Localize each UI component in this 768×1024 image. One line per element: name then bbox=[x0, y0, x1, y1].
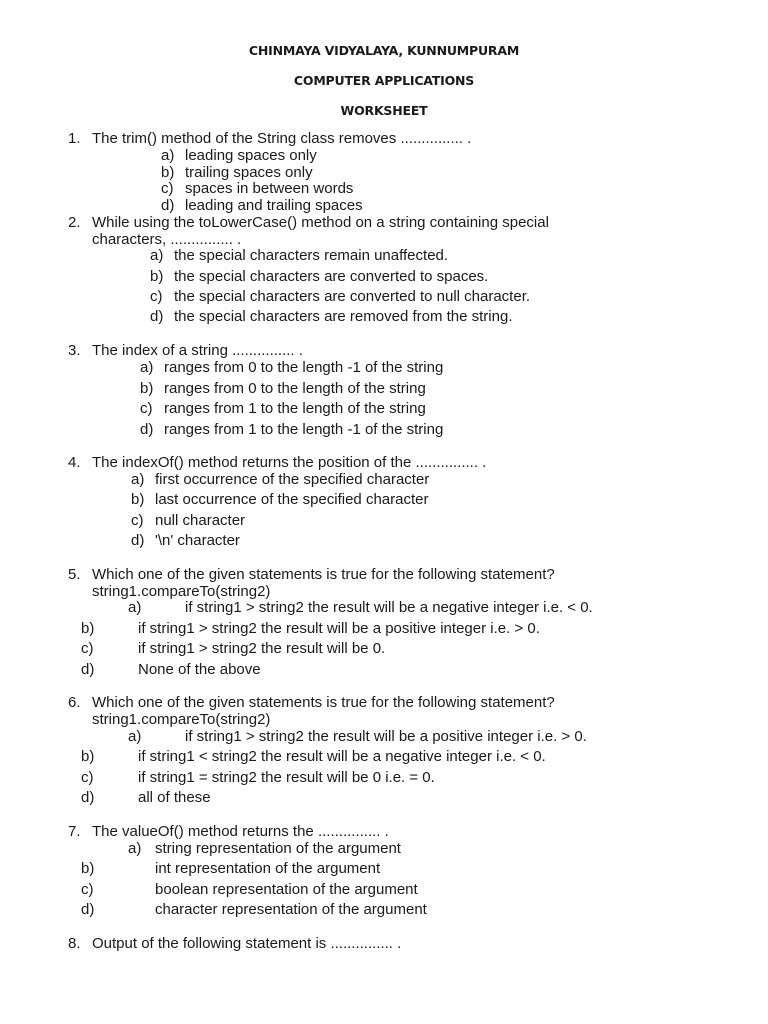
option-label: b) bbox=[81, 860, 95, 877]
option-text: ranges from 0 to the length -1 of the string bbox=[164, 359, 444, 376]
option-text: if string1 > string2 the result will be a positive integer i.e. > 0. bbox=[185, 728, 587, 745]
question-text: The indexOf() method returns the position of the ............... . bbox=[92, 454, 487, 471]
option-text: None of the above bbox=[138, 661, 261, 678]
option-label: c) bbox=[81, 640, 94, 657]
option-text: null character bbox=[155, 512, 246, 529]
option-text: first occurrence of the specified character bbox=[155, 471, 430, 488]
option-label: c) bbox=[150, 288, 163, 305]
question-number: 6. bbox=[68, 694, 81, 711]
option-label: d) bbox=[81, 901, 95, 918]
question-number: 7. bbox=[68, 823, 81, 840]
option-text: if string1 = string2 the result will be 0 i.e. = 0. bbox=[138, 769, 435, 786]
question-number: 4. bbox=[68, 454, 81, 471]
option-label: a) bbox=[128, 599, 142, 616]
option-label: d) bbox=[81, 661, 95, 678]
option-text: the special characters are converted to null character. bbox=[174, 288, 531, 305]
question-number: 2. bbox=[68, 214, 81, 231]
subject-title: COMPUTER APPLICATIONS bbox=[293, 73, 475, 88]
option-label: c) bbox=[161, 180, 174, 197]
option-text: int representation of the argument bbox=[155, 860, 381, 877]
question-text: Which one of the given statements is true for the following statement? bbox=[92, 566, 555, 583]
option-text: character representation of the argument bbox=[155, 901, 427, 918]
option-label: b) bbox=[81, 748, 95, 765]
option-text: boolean representation of the argument bbox=[155, 881, 418, 898]
option-text: last occurrence of the specified character bbox=[155, 491, 429, 508]
question-text: Output of the following statement is ............... . bbox=[92, 935, 402, 952]
school-name: CHINMAYA VIDYALAYA, KUNNUMPURAM bbox=[248, 43, 520, 58]
question-text: The trim() method of the String class removes ............... . bbox=[92, 130, 472, 147]
option-label: a) bbox=[140, 359, 154, 376]
option-text: leading and trailing spaces bbox=[185, 197, 363, 214]
option-label: c) bbox=[140, 400, 153, 417]
option-label: a) bbox=[131, 471, 145, 488]
option-text: all of these bbox=[138, 789, 211, 806]
option-label: a) bbox=[128, 840, 142, 857]
question-text: While using the toLowerCase() method on a string containing special bbox=[92, 214, 549, 231]
option-text: the special characters are removed from the string. bbox=[174, 308, 513, 325]
option-label: d) bbox=[131, 532, 145, 549]
question-text: string1.compareTo(string2) bbox=[92, 711, 271, 728]
question-text: Which one of the given statements is true for the following statement? bbox=[92, 694, 555, 711]
option-label: b) bbox=[131, 491, 145, 508]
option-label: d) bbox=[140, 421, 154, 438]
option-text: ranges from 1 to the length -1 of the string bbox=[164, 421, 444, 438]
option-text: the special characters remain unaffected. bbox=[174, 247, 449, 264]
option-text: the special characters are converted to spaces. bbox=[174, 268, 489, 285]
option-text: '\n' character bbox=[155, 532, 240, 549]
worksheet-title: WORKSHEET bbox=[340, 103, 428, 118]
option-text: trailing spaces only bbox=[185, 164, 313, 181]
option-label: b) bbox=[161, 164, 175, 181]
option-label: a) bbox=[128, 728, 142, 745]
question-text: string1.compareTo(string2) bbox=[92, 583, 271, 600]
option-label: a) bbox=[161, 147, 175, 164]
option-text: spaces in between words bbox=[185, 180, 354, 197]
option-label: d) bbox=[161, 197, 175, 214]
question-text: The index of a string ............... . bbox=[92, 342, 303, 359]
option-label: d) bbox=[150, 308, 164, 325]
option-label: b) bbox=[81, 620, 95, 637]
question-number: 5. bbox=[68, 566, 81, 583]
option-text: ranges from 1 to the length of the string bbox=[164, 400, 426, 417]
option-label: b) bbox=[140, 380, 154, 397]
option-label: a) bbox=[150, 247, 164, 264]
option-label: c) bbox=[81, 769, 94, 786]
option-text: if string1 < string2 the result will be a negative integer i.e. < 0. bbox=[138, 748, 546, 765]
question-number: 8. bbox=[68, 935, 81, 952]
option-text: if string1 > string2 the result will be 0. bbox=[138, 640, 386, 657]
option-text: string representation of the argument bbox=[155, 840, 401, 857]
option-label: d) bbox=[81, 789, 95, 806]
option-text: leading spaces only bbox=[185, 147, 317, 164]
option-text: ranges from 0 to the length of the string bbox=[164, 380, 426, 397]
option-label: c) bbox=[81, 881, 94, 898]
question-number: 3. bbox=[68, 342, 81, 359]
question-text: characters, ............... . bbox=[92, 231, 242, 248]
option-text: if string1 > string2 the result will be a positive integer i.e. > 0. bbox=[138, 620, 540, 637]
option-label: c) bbox=[131, 512, 144, 529]
option-label: b) bbox=[150, 268, 164, 285]
option-text: if string1 > string2 the result will be a negative integer i.e. < 0. bbox=[185, 599, 593, 616]
question-number: 1. bbox=[68, 130, 81, 147]
question-text: The valueOf() method returns the ............... . bbox=[92, 823, 389, 840]
